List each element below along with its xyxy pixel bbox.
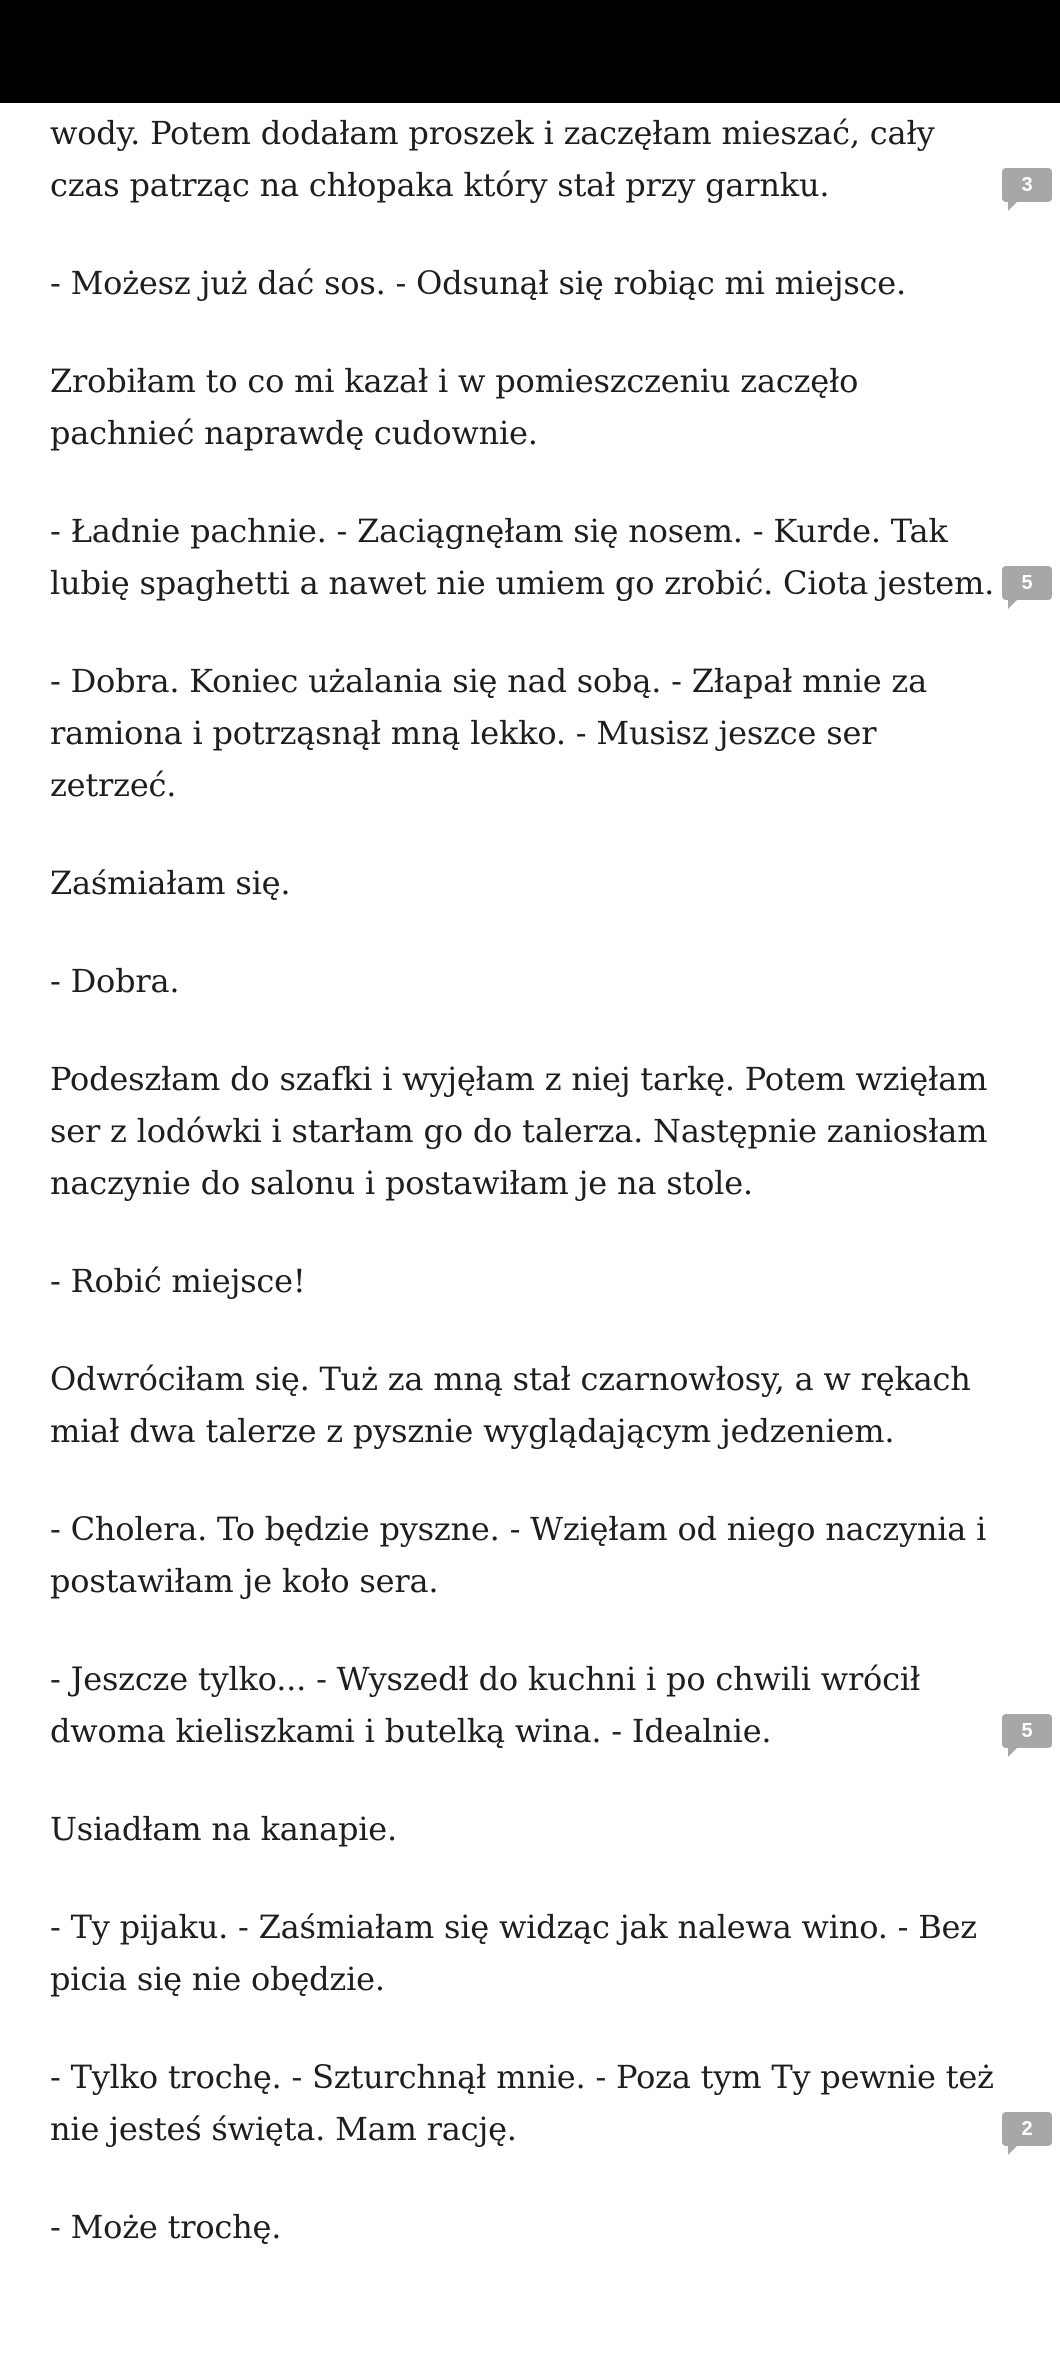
story-paragraph (50, 2201, 990, 2253)
story-line: pachnieć naprawdę cudownie. (50, 414, 538, 452)
story-paragraph (50, 505, 995, 609)
story-paragraph (50, 355, 990, 459)
story-line: picia się nie obędzie. (50, 1960, 385, 1998)
story-paragraph (50, 1255, 990, 1307)
story-paragraph (50, 257, 990, 309)
story-line: - Tylko trochę. - Szturchnął mnie. - Poza tym Ty pewnie też (50, 2058, 994, 2096)
story-line: lubię spaghetti a nawet nie umiem go zrobić. Ciota jestem. (50, 564, 995, 602)
story-paragraph (50, 857, 990, 909)
story-line: miał dwa talerze z pysznie wyglądającym jedzeniem. (50, 1412, 895, 1450)
story-line: ser z lodówki i starłam go do talerza. Następnie zaniosłam (50, 1112, 988, 1150)
story-line: - Dobra. (50, 962, 180, 1000)
story-line: ramiona i potrząsnął mną lekko. - Musisz jeszce ser (50, 714, 877, 752)
story-line: - Ładnie pachnie. - Zaciągnęłam się nosem. - Kurde. Tak (50, 512, 948, 550)
story-line: nie jesteś święta. Mam rację. (50, 2110, 517, 2148)
story-line: postawiłam je koło sera. (50, 1562, 439, 1600)
story-line: - Robić miejsce! (50, 1262, 306, 1300)
story-paragraph (50, 107, 990, 211)
story-line: Zaśmiałam się. (50, 864, 291, 902)
story-paragraph (50, 955, 990, 1007)
story-line: Usiadłam na kanapie. (50, 1810, 398, 1848)
comment-count-badge[interactable]: 5 (1002, 566, 1052, 600)
story-line: wody. Potem dodałam proszek i zaczęłam mieszać, cały (50, 114, 935, 152)
story-paragraph (50, 2051, 994, 2155)
story-line: - Cholera. To będzie pyszne. - Wzięłam od niego naczynia i (50, 1510, 987, 1548)
story-line: dwoma kieliszkami i butelką wina. - Idealnie. (50, 1712, 772, 1750)
story-line: - Ty pijaku. - Zaśmiałam się widząc jak nalewa wino. - Bez (50, 1908, 977, 1946)
story-line: Podeszłam do szafki i wyjęłam z niej tarkę. Potem wzięłam (50, 1060, 988, 1098)
comment-count-badge[interactable]: 5 (1002, 1714, 1052, 1748)
story-paragraph (50, 1901, 990, 2005)
comment-count-badge[interactable]: 2 (1002, 2112, 1052, 2146)
story-line: zetrzeć. (50, 766, 177, 804)
story-paragraph (50, 1803, 990, 1855)
story-paragraph (50, 1653, 990, 1757)
story-paragraph (50, 1503, 990, 1607)
story-line: - Możesz już dać sos. - Odsunął się robiąc mi miejsce. (50, 264, 906, 302)
status-bar (0, 0, 1060, 103)
comment-count-badge[interactable]: 3 (1002, 168, 1052, 202)
story-line: - Dobra. Koniec użalania się nad sobą. - Złapał mnie za (50, 662, 927, 700)
story-line: Zrobiłam to co mi kazał i w pomieszczeniu zaczęło (50, 362, 859, 400)
story-paragraph (50, 1353, 990, 1457)
story-paragraph (50, 655, 990, 811)
story-line: Odwróciłam się. Tuż za mną stał czarnowłosy, a w rękach (50, 1360, 971, 1398)
story-line: - Jeszcze tylko... - Wyszedł do kuchni i po chwili wrócił (50, 1660, 921, 1698)
story-paragraph (50, 1053, 990, 1209)
story-line: naczynie do salonu i postawiłam je na stole. (50, 1164, 753, 1202)
story-line: - Może trochę. (50, 2208, 282, 2246)
story-line: czas patrząc na chłopaka który stał przy garnku. (50, 166, 830, 204)
